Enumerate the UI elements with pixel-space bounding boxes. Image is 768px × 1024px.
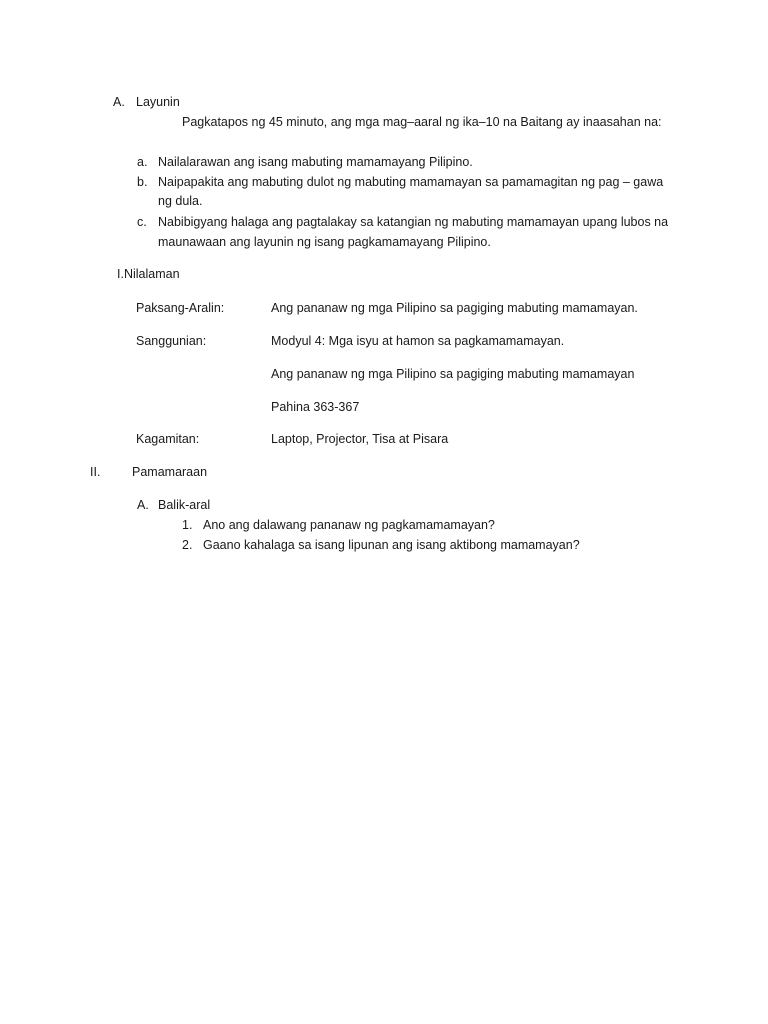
objectives-marker: A. xyxy=(113,95,125,109)
objective-b-marker: b. xyxy=(137,175,148,189)
content-heading: I.Nilalaman xyxy=(117,267,180,281)
review-marker: A. xyxy=(137,498,149,512)
objectives-heading: Layunin xyxy=(136,95,180,109)
objective-a-text: Nailalarawan ang isang mabuting mamamayang Pilipino. xyxy=(158,155,473,169)
reference-value-1: Modyul 4: Mga isyu at hamon sa pagkamamamayan. xyxy=(271,334,565,348)
objective-b-text-line1: Naipapakita ang mabuting dulot ng mabuting mamamayan sa pamamagitan ng pag – gawa xyxy=(158,175,664,189)
objective-c-marker: c. xyxy=(137,215,147,229)
review-question-2-text: Gaano kahalaga sa isang lipunan ang isang aktibong mamamayan? xyxy=(203,538,580,552)
review-heading: Balik-aral xyxy=(158,498,211,512)
reference-value-2: Ang pananaw ng mga Pilipino sa pagiging mabuting mamamayan xyxy=(271,367,635,381)
objectives-intro: Pagkatapos ng 45 minuto, ang mga mag–aaral ng ika–10 na Baitang ay inaasahan na: xyxy=(182,115,662,129)
objective-a-marker: a. xyxy=(137,155,148,169)
reference-value-3: Pahina 363-367 xyxy=(271,400,360,414)
review-question-1-marker: 1. xyxy=(182,518,193,532)
review-question-2-marker: 2. xyxy=(182,538,193,552)
objective-c-text-line1: Nabibigyang halaga ang pagtalakay sa katangian ng mabuting mamamayan upang lubos na xyxy=(158,215,669,229)
objective-c-text-line2: maunawaan ang layunin ng isang pagkamamayang Pilipino. xyxy=(158,235,491,249)
reference-label: Sanggunian: xyxy=(136,334,207,348)
subject-value: Ang pananaw ng mga Pilipino sa pagiging mabuting mamamayan. xyxy=(271,301,638,315)
subject-label: Paksang-Aralin: xyxy=(136,301,225,315)
review-question-1-text: Ano ang dalawang pananaw ng pagkamamamayan? xyxy=(203,518,495,532)
materials-label: Kagamitan: xyxy=(136,432,200,446)
materials-value: Laptop, Projector, Tisa at Pisara xyxy=(271,432,449,446)
objective-b-text-line2: ng dula. xyxy=(158,194,203,208)
procedure-heading: Pamamaraan xyxy=(132,465,208,479)
procedure-marker: II. xyxy=(90,465,101,479)
